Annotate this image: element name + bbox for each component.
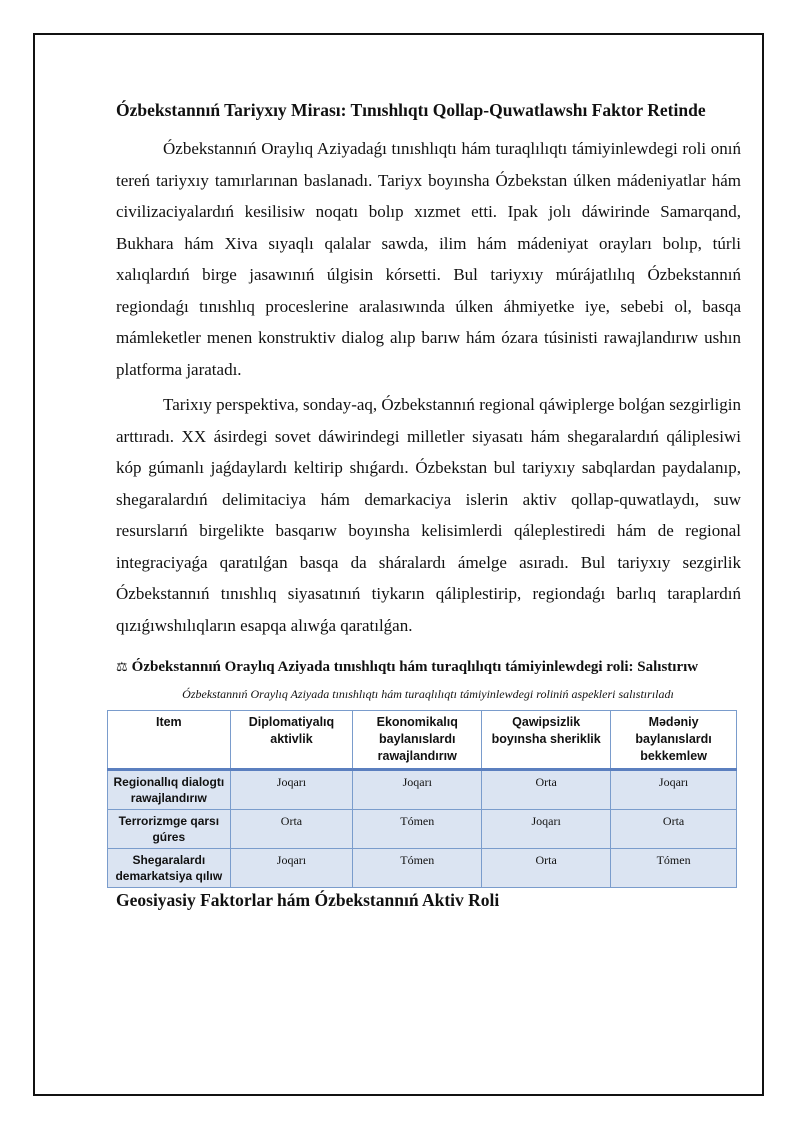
- table-cell: Tómen: [611, 849, 737, 888]
- column-header: Mədəniy baylanıslardı bekkemlew: [611, 711, 737, 770]
- table-cell: Orta: [482, 849, 611, 888]
- row-header: Terrorizmge qarsı gúres: [108, 810, 231, 849]
- table-cell: Joqarı: [482, 810, 611, 849]
- table-cell: Joqarı: [230, 849, 353, 888]
- table-row: [108, 770, 737, 810]
- balance-scale-icon: ⚖: [116, 660, 128, 675]
- section-heading: Ózbekstannıń Tariyxıy Mirası: Tınıshlıqtı Qollap-Quwatlawshı Faktor Retinde: [116, 100, 706, 120]
- table-header-row: [108, 711, 737, 770]
- table-cell: Joqarı: [353, 770, 482, 810]
- table-cell: Joqarı: [230, 770, 353, 810]
- table-cell: Orta: [482, 770, 611, 810]
- column-header: Diplomatiyalıq aktivlik: [230, 711, 353, 770]
- table-caption: Ózbekstannıń Oraylıq Aziyada tınıshlıqtı hám turaqlılıqtı támiyinlewdegi roliniń aspekleri salıstırıladı: [182, 687, 674, 701]
- table-title: [116, 657, 741, 678]
- document-content: [113, 98, 741, 923]
- table-row: [108, 810, 737, 849]
- body-paragraph: Ózbekstannıń Oraylıq Aziyadaǵı tınıshlıqtı hám turaqlılıqtı támiyinlewdegi roli onıń tereń tariyxıy tamırlarınan baslanadı. Tariyx boyınsha Ózbekstan úlken mádeniyatlar hám civilizaciyalardıń kesilisiw noqatı bolıp xızmet etti. Ipak jolı dáwirinde Samarqand, Bukhara hám Xiva sıyaqlı qalalar sawda, ilim hám mádeniyat orayları bolıp, túrli xalıqlardıń birge jasawınıń úlgisin kórsetti. Bul tariyxıy múrájatlılıq Ózbekstannıń regiondaǵı tınıshlıq proceslerine aralasıwında úlken áhmiyetke iye, sebebi ol, basqa mámleketler menen konstruktiv dialog alıp barıw hám ózara túsinisti rawajlandırıw ushın platforma jaratadı.: [116, 139, 741, 379]
- column-header: Item: [108, 711, 231, 770]
- table-cell: Orta: [230, 810, 353, 849]
- table-cell: Orta: [611, 810, 737, 849]
- table-title-text: Ózbekstannıń Oraylıq Aziyada tınıshlıqtı hám turaqlılıqtı támiyinlewdegi roli: Salıstırıw: [131, 659, 699, 675]
- body-paragraph: Tarixıy perspektiva, sonday-aq, Ózbekstannıń regional qáwiplerge bolǵan sezgirligin arttıradı. XX ásirdegi sovet dáwirindegi milletler siyasatı hám shegaralardıń qáliplesiwi kóp gúmanlı jaǵdaylardı keltirip shıǵardı. Ózbekstan bul tariyxıy sabqlardan paydalanıp, shegaralardıń delimitaciya hám demarkaciya islerin aktiv qollap-quwatlaydı, suw resurslarıń birgelikte basqarıw boyınsha kelisimlerdi qáleplestiredi hám de regional integraciyaǵa qaratılǵan basqa da sháralardı ámelge asıradı. Bul tariyxıy sezgirlik Ózbekstannıń tınıshlıq siyasatınıń tiykarın qáliplestirip, regiondaǵı barlıq taraplardıń qızıǵıwshılıqların esapqa alıwǵa qaratılǵan.: [116, 395, 741, 635]
- row-header: Shegaralardı demarkatsiya qılıw: [108, 849, 231, 888]
- column-header: Qawipsizlik boyınsha sheriklik: [482, 711, 611, 770]
- table-cell: Tómen: [353, 810, 482, 849]
- table-cell: Joqarı: [611, 770, 737, 810]
- column-header: Ekonomikalıq baylanıslardı rawajlandırıw: [353, 711, 482, 770]
- section-heading-geopolitics: Geosiyasiy Faktorlar hám Ózbekstannıń Aktiv Roli: [116, 890, 500, 910]
- row-header: Regionallıq dialogtı rawajlandırıw: [108, 770, 231, 810]
- table-row: [108, 849, 737, 888]
- comparison-table: [107, 710, 737, 888]
- table-cell: Tómen: [353, 849, 482, 888]
